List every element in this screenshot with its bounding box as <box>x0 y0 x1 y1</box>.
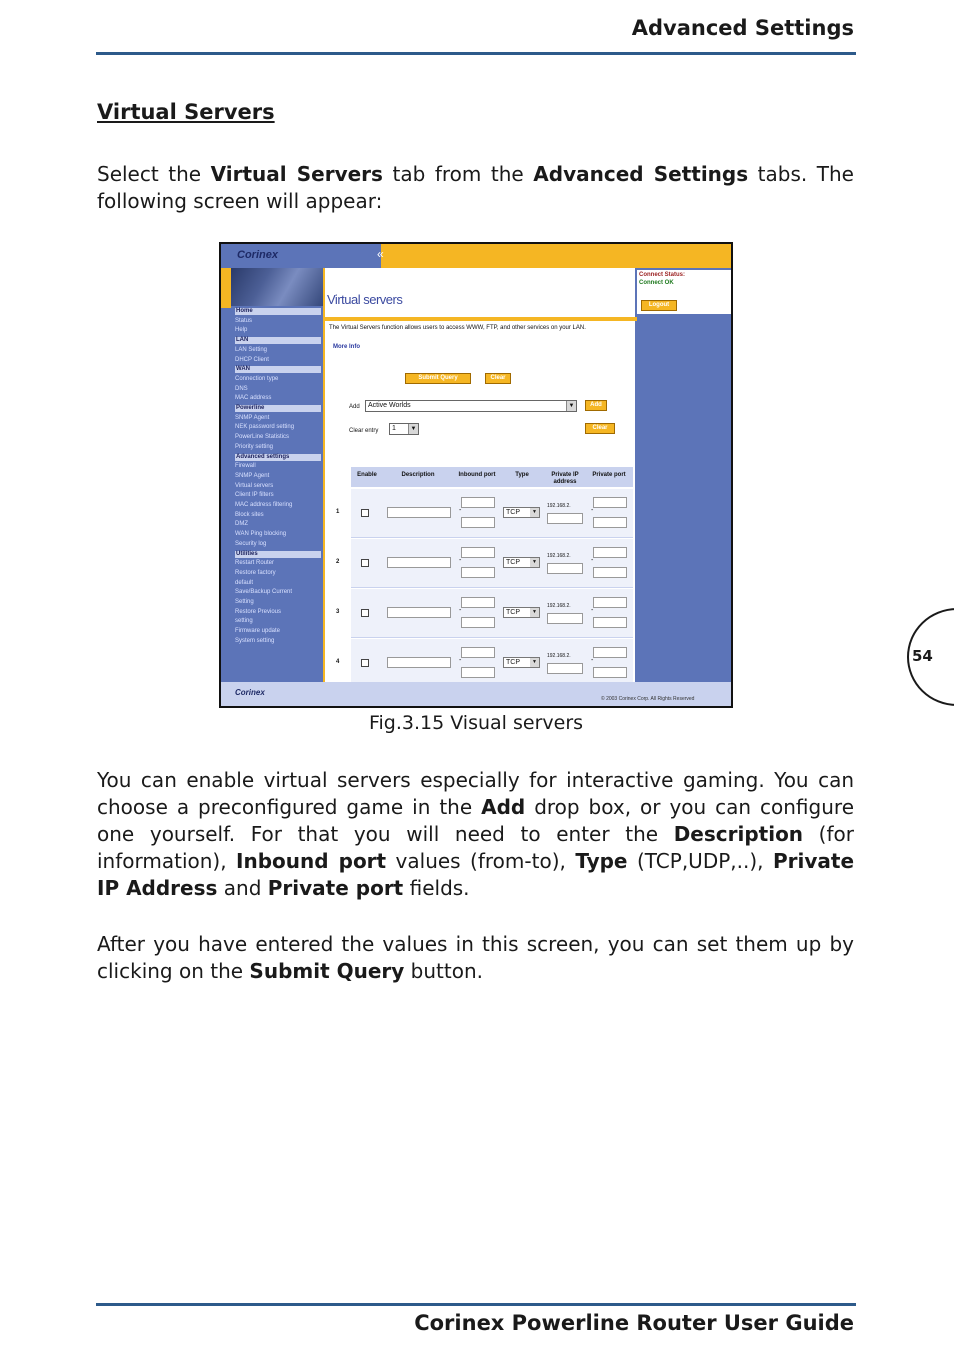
row-number: 2 <box>336 559 340 565</box>
sidebar-item[interactable]: Connection type <box>235 375 279 382</box>
add-select[interactable]: Active Worlds ▼ <box>365 400 577 412</box>
sidebar-item[interactable]: Restore factory <box>235 569 276 576</box>
description-input[interactable] <box>387 657 451 668</box>
col-enable: Enable <box>357 472 377 478</box>
row-number: 4 <box>336 659 340 665</box>
range-dash: - <box>459 657 462 664</box>
col-private-port: Private port <box>592 472 626 478</box>
sidebar-item[interactable]: Restart Router <box>235 560 275 567</box>
banner-photo <box>231 268 323 306</box>
sidebar-item[interactable]: LAN <box>235 337 321 344</box>
range-dash: - <box>591 607 594 614</box>
sidebar-item[interactable]: Priority setting <box>235 443 274 450</box>
section-title: Virtual Servers <box>97 100 275 124</box>
private-port-to-input[interactable] <box>593 667 627 678</box>
main-content <box>323 268 635 682</box>
private-port-to-input[interactable] <box>593 517 627 528</box>
sidebar-item[interactable]: Save/Backup Current <box>235 589 293 596</box>
clear-button[interactable]: Clear <box>485 373 511 384</box>
col-type: Type <box>515 472 529 478</box>
range-dash: - <box>459 607 462 614</box>
clear-entry-label: Clear entry <box>349 428 379 434</box>
sidebar-item[interactable]: MAC address filtering <box>235 502 293 508</box>
bottom-logo: Corinex <box>235 688 265 697</box>
footer-title: Corinex Powerline Router User Guide <box>414 1311 854 1335</box>
private-port-to-input[interactable] <box>593 617 627 628</box>
range-dash: - <box>591 507 594 514</box>
sidebar-item[interactable]: DHCP Client <box>235 356 269 363</box>
private-ip-prefix: 192.168.2. <box>547 603 571 609</box>
clear-entry-select[interactable]: 1 ▼ <box>389 423 419 435</box>
add-label: Add <box>349 404 360 410</box>
sidebar-item[interactable]: Home <box>235 308 321 315</box>
private-ip-prefix: 192.168.2. <box>547 553 571 559</box>
heading-underline <box>325 317 637 321</box>
enable-checkbox[interactable] <box>361 559 369 567</box>
corinex-logo: Corinex <box>237 249 278 261</box>
sidebar-item[interactable]: MAC address <box>235 395 272 402</box>
sidebar-item[interactable]: Client IP filters <box>235 492 274 499</box>
inbound-port-from-input[interactable] <box>461 597 495 608</box>
sidebar-item[interactable]: Firewall <box>235 463 256 470</box>
header-rule <box>96 52 856 55</box>
private-port-from-input[interactable] <box>593 647 627 658</box>
inbound-port-to-input[interactable] <box>461 617 495 628</box>
range-dash: - <box>591 557 594 564</box>
chevron-down-icon: ▼ <box>566 401 576 411</box>
sidebar-item[interactable]: Restore Previous <box>235 608 282 615</box>
enable-checkbox[interactable] <box>361 509 369 517</box>
clear-entry-button[interactable]: Clear <box>585 423 615 434</box>
status-panel <box>637 270 731 314</box>
col-inbound-port: Inbound port <box>458 472 496 478</box>
chevron-down-icon: ▼ <box>530 658 539 667</box>
sidebar-item[interactable]: SNMP Agent <box>235 414 270 421</box>
private-port-from-input[interactable] <box>593 597 627 608</box>
sidebar-item[interactable]: WAN Ping blocking <box>235 531 287 538</box>
copyright-text: © 2003 Corinex Corp. All Rights Reserved <box>601 696 695 702</box>
type-select[interactable]: TCP ▼ <box>503 607 540 618</box>
col-description: Description <box>401 472 435 478</box>
private-ip-prefix: 192.168.2. <box>547 653 571 659</box>
sidebar-item[interactable]: Help <box>235 327 248 334</box>
logout-button[interactable]: Logout <box>641 300 677 311</box>
private-ip-input[interactable] <box>547 563 583 574</box>
chevron-down-icon: ▼ <box>408 424 418 434</box>
more-info-link[interactable]: More Info <box>333 344 360 350</box>
inbound-port-from-input[interactable] <box>461 647 495 658</box>
add-button[interactable]: Add <box>585 400 607 411</box>
orange-strip <box>221 268 231 308</box>
enable-checkbox[interactable] <box>361 659 369 667</box>
sidebar-item[interactable]: LAN Setting <box>235 346 268 353</box>
range-dash: - <box>459 557 462 564</box>
sidebar-item[interactable]: setting <box>235 618 253 625</box>
sidebar-item[interactable]: DNS <box>235 385 248 392</box>
enable-checkbox[interactable] <box>361 609 369 617</box>
connect-status-value: Connect OK <box>639 280 674 286</box>
private-port-to-input[interactable] <box>593 567 627 578</box>
sidebar-item[interactable]: NEK password setting <box>235 424 295 431</box>
sidebar-item[interactable]: default <box>235 579 254 586</box>
inbound-port-to-input[interactable] <box>461 567 495 578</box>
chevron-down-icon: ▼ <box>530 558 539 567</box>
sidebar-item[interactable]: Setting <box>235 599 254 605</box>
connect-status-label: Connect Status: <box>639 272 686 278</box>
chevron-down-icon: ▼ <box>530 608 539 617</box>
inbound-port-to-input[interactable] <box>461 667 495 678</box>
description-text: The Virtual Servers function allows users to access WWW, FTP, and other services on your LAN. <box>329 325 586 331</box>
description-input[interactable] <box>387 607 451 618</box>
submit-query-button[interactable]: Submit Query <box>405 373 471 384</box>
sidebar-item[interactable]: Utilities <box>235 551 321 558</box>
sidebar-item[interactable]: PowerLine Statistics <box>235 434 290 441</box>
figure-caption: Fig.3.15 Visual servers <box>368 712 584 734</box>
private-ip-input[interactable] <box>547 663 583 674</box>
type-select[interactable]: TCP ▼ <box>503 507 540 518</box>
bottom-bar <box>221 682 731 706</box>
router-screenshot <box>219 242 733 708</box>
intro-paragraph: Select the Virtual Servers tab from the Advanced Settings tabs. The following screen will appear: <box>97 162 854 213</box>
sidebar-item[interactable]: DMZ <box>235 521 248 528</box>
inbound-port-from-input[interactable] <box>461 497 495 508</box>
description-input[interactable] <box>387 507 451 518</box>
range-dash: - <box>459 507 462 514</box>
sidebar-item[interactable]: Firmware update <box>235 628 281 635</box>
sidebar-item[interactable]: Powerline <box>235 405 321 412</box>
inbound-port-to-input[interactable] <box>461 517 495 528</box>
private-ip-input[interactable] <box>547 513 583 524</box>
sidebar-item[interactable]: SNMP Agent <box>235 472 270 479</box>
sidebar-item[interactable]: Advanced settings <box>235 454 321 461</box>
page-heading: Virtual servers <box>327 292 403 307</box>
body-paragraph-1: You can enable virtual servers especially for interactive gaming. You can choose a preconfigured game in the Add drop box, or you can configure one yourself. For that you will need to enter the Description (for information), Inbound port values (from-to), Type (TCP,UDP,..), Private IP Address and Private port fields. <box>97 768 855 900</box>
sidebar-item[interactable]: WAN <box>235 366 321 373</box>
private-ip-input[interactable] <box>547 613 583 624</box>
type-select[interactable]: TCP ▼ <box>503 657 540 668</box>
footer-rule <box>96 1303 856 1306</box>
sidebar-item[interactable]: Block sites <box>235 511 264 518</box>
sidebar-item[interactable]: System setting <box>235 637 275 644</box>
body-paragraph-2: After you have entered the values in this screen, you can set them up by clicking on the Submit Query button. <box>97 932 854 983</box>
row-number: 1 <box>336 509 340 515</box>
page-number: 54 <box>912 647 933 665</box>
private-port-from-input[interactable] <box>593 547 627 558</box>
private-port-from-input[interactable] <box>593 497 627 508</box>
type-select[interactable]: TCP ▼ <box>503 557 540 568</box>
header-title: Advanced Settings <box>631 16 854 40</box>
sidebar-item[interactable]: Security log <box>235 540 267 547</box>
chevron-down-icon: ▼ <box>530 508 539 517</box>
sidebar-item[interactable]: Status <box>235 317 253 324</box>
inbound-port-from-input[interactable] <box>461 547 495 558</box>
private-ip-prefix: 192.168.2. <box>547 503 571 509</box>
row-number: 3 <box>336 609 340 615</box>
description-input[interactable] <box>387 557 451 568</box>
col-private-ip: Private IP address <box>551 472 579 485</box>
range-dash: - <box>591 657 594 664</box>
arrow-icon: « <box>377 247 384 261</box>
sidebar-item[interactable]: Virtual servers <box>235 482 274 489</box>
